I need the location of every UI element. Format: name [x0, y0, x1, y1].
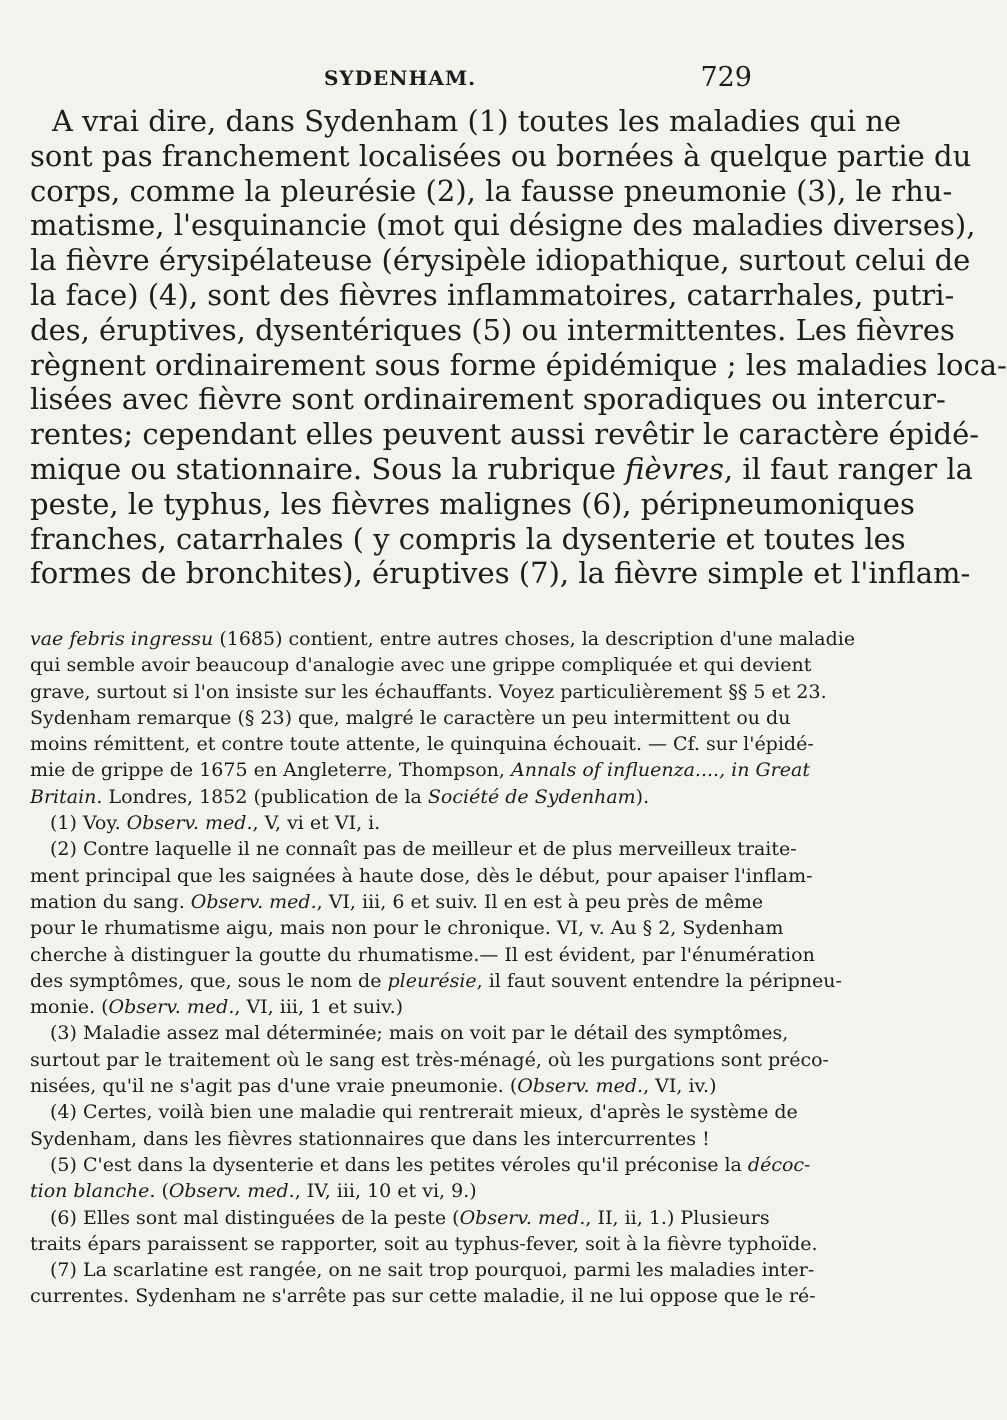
footnote-line: [30, 1257, 815, 1283]
footnote-line: [30, 626, 856, 652]
body-line: franches, catarrhales ( y compris la dysenterie et toutes les: [30, 521, 906, 556]
text-run: moins rémittent, et contre toute attente, le quinquina échouait. — Cf. sur l'épidé-: [30, 733, 814, 756]
text-run: , V, vi et VI, i.: [252, 812, 381, 835]
text-run: . Londres, 1852 (publication de la: [96, 785, 428, 808]
text-run: currentes. Sydenham ne s'arrête pas sur cette maladie, il ne lui oppose que le ré-: [30, 1285, 816, 1308]
text-run: (1685) contient, entre autres choses, la description d'une maladie: [213, 628, 856, 650]
footnote-line: [30, 994, 765, 1020]
footnote-line: [30, 968, 842, 994]
text-run: mation du sang.: [30, 890, 191, 913]
text-run: grave, surtout si l'on insiste sur les échauffants. Voyez particulièrement §§ 5 et 23.: [30, 680, 827, 703]
italic-reference: Observ. med.: [459, 1206, 586, 1229]
text-run: (3) Maladie assez mal déterminée; mais on voit par le détail des symptômes,: [50, 1022, 789, 1045]
body-line: lisées avec fièvre sont ordinairement sporadiques ou intercur-: [30, 382, 946, 417]
italic-reference: décoc-: [747, 1153, 811, 1176]
body-line: des, éruptives, dysentériques (5) ou intermittentes. Les fièvres: [30, 312, 955, 347]
italic-reference: Observ. med.: [190, 890, 317, 913]
footnote-line: [30, 652, 812, 678]
text-run: (2) Contre laquelle il ne connaît pas de meilleur et de plus merveilleux traite-: [50, 838, 797, 861]
text-run: , il faut ranger la: [723, 451, 973, 486]
text-run: nisées, qu'il ne s'agit pas d'une vraie pneumonie. (: [30, 1075, 518, 1098]
footnote-line: [30, 679, 827, 705]
text-run: cherche à distinguer la goutte du rhumatisme.— Il est évident, par l'énumération: [30, 943, 815, 966]
text-run: Sydenham remarque (§ 23) que, malgré le caractère un peu intermittent ou du: [30, 706, 791, 729]
text-run: mie de grippe de 1675 en Angleterre, Thompson,: [30, 759, 511, 782]
footnote-line: [30, 1283, 816, 1309]
body-line: matisme, l'esquinancie (mot qui désigne des maladies diverses),: [30, 208, 976, 243]
footnote-line: [30, 1047, 829, 1073]
footnote-line: [30, 863, 813, 889]
text-run: traits épars paraissent se rapporter, soit au typhus-fever, soit à la fièvre typhoïde.: [30, 1232, 818, 1255]
italic-reference: Observ. med.: [108, 996, 235, 1019]
footnote-line: [30, 1152, 811, 1178]
footnote-line: [30, 1020, 789, 1046]
text-run: mique ou stationnaire. Sous la rubrique: [30, 451, 626, 486]
italic-reference: Observ. med.: [126, 812, 253, 835]
text-run: Sydenham, dans les fièvres stationnaires que dans les intercurrentes !: [30, 1127, 710, 1150]
italic-reference: Société de Sydenham: [427, 785, 636, 808]
text-run: , il faut souvent entendre la péripneu-: [476, 969, 842, 992]
text-run: monie. (: [30, 996, 109, 1019]
italic-reference: vae febris ingressu: [30, 628, 214, 650]
footnote-line: [30, 1126, 765, 1152]
footnote-line: [30, 915, 784, 941]
body-line: peste, le typhus, les fièvres malignes (6), péripneumoniques: [30, 486, 915, 521]
text-run: surtout par le traitement où le sang est très-ménagé, où les purgations sont préco-: [30, 1048, 829, 1071]
footnote-line: [30, 731, 814, 757]
footnote-line: [30, 836, 797, 862]
footnote-line: [30, 889, 765, 915]
text-run: (5) C'est dans la dysenterie et dans les petites véroles qu'il préconise la: [50, 1153, 748, 1176]
italic-reference: pleurésie: [387, 969, 477, 992]
italic-term: fièvres: [625, 451, 724, 486]
italic-reference: Annals of influenza...., in Great: [510, 759, 810, 782]
text-run: des symptômes, que, sous le nom de: [30, 969, 388, 992]
footnote-line: [30, 1205, 770, 1231]
italic-reference: Britain: [30, 785, 97, 808]
text-run: , IV, iii, 10 et vi, 9.): [294, 1180, 477, 1203]
italic-reference: tion blanche: [30, 1180, 150, 1203]
body-line: A vrai dire, dans Sydenham (1) toutes les maladies qui ne: [52, 104, 902, 138]
footnote-line: [30, 757, 810, 783]
italic-reference: Observ. med.: [168, 1180, 295, 1203]
page-number: 729: [700, 62, 752, 93]
body-line: la fièvre érysipélateuse (érysipèle idiopathique, surtout celui de: [30, 243, 971, 278]
text-run: , II, ii, 1.) Plusieurs: [585, 1206, 770, 1229]
footnote-line: [30, 810, 765, 836]
text-run: (6) Elles sont mal distinguées de la peste (: [50, 1206, 460, 1229]
body-line: la face) (4), sont des fièvres inflammatoires, catarrhales, putri-: [30, 277, 955, 312]
footnote-line: [30, 1099, 798, 1125]
footnotes: [30, 626, 856, 1310]
body-line: formes de bronchites), éruptives (7), la fièvre simple et l'inflam-: [30, 556, 971, 591]
body-line: [30, 451, 973, 487]
body-line: règnent ordinairement sous forme épidémique ; les maladies loca-: [30, 347, 1007, 382]
text-run: ).: [635, 785, 650, 808]
running-title: SYDENHAM.: [323, 66, 477, 90]
footnote-line: [30, 1073, 765, 1099]
text-run: pour le rhumatisme aigu, mais non pour le chronique. VI, v. Au § 2, Sydenham: [30, 917, 784, 940]
text-run: (1) Voy.: [50, 812, 127, 835]
body-line: corps, comme la pleurésie (2), la fausse pneumonie (3), le rhu-: [30, 173, 953, 208]
footnote-line: [30, 705, 791, 731]
footnote-line: [30, 1178, 765, 1204]
text-run: (4) Certes, voilà bien une maladie qui rentrerait mieux, d'après le système de: [50, 1101, 798, 1124]
body-line: sont pas franchement localisées ou bornées à quelque partie du: [30, 138, 972, 173]
text-run: ment principal que les saignées à haute dose, dès le début, pour apaiser l'inflam-: [30, 864, 813, 887]
italic-reference: Observ. med.: [517, 1075, 644, 1098]
footnote-line: [30, 942, 815, 968]
main-text: [30, 104, 1007, 591]
text-run: qui semble avoir beaucoup d'analogie avec une grippe compliquée et qui devient: [30, 654, 812, 677]
text-run: . (: [149, 1180, 169, 1203]
footnote-line: [30, 784, 765, 810]
page-header: [40, 62, 760, 96]
text-run: , VI, iv.): [643, 1075, 717, 1098]
text-run: , VI, iii, 1 et suiv.): [234, 996, 404, 1019]
text-run: (7) La scarlatine est rangée, on ne sait trop pourquoi, parmi les maladies inter-: [50, 1259, 815, 1282]
footnote-line: [30, 1231, 818, 1257]
body-line: rentes; cependant elles peuvent aussi revêtir le caractère épidé-: [30, 417, 980, 452]
text-run: , VI, iii, 6 et suiv. Il en est à peu près de même: [316, 890, 764, 913]
